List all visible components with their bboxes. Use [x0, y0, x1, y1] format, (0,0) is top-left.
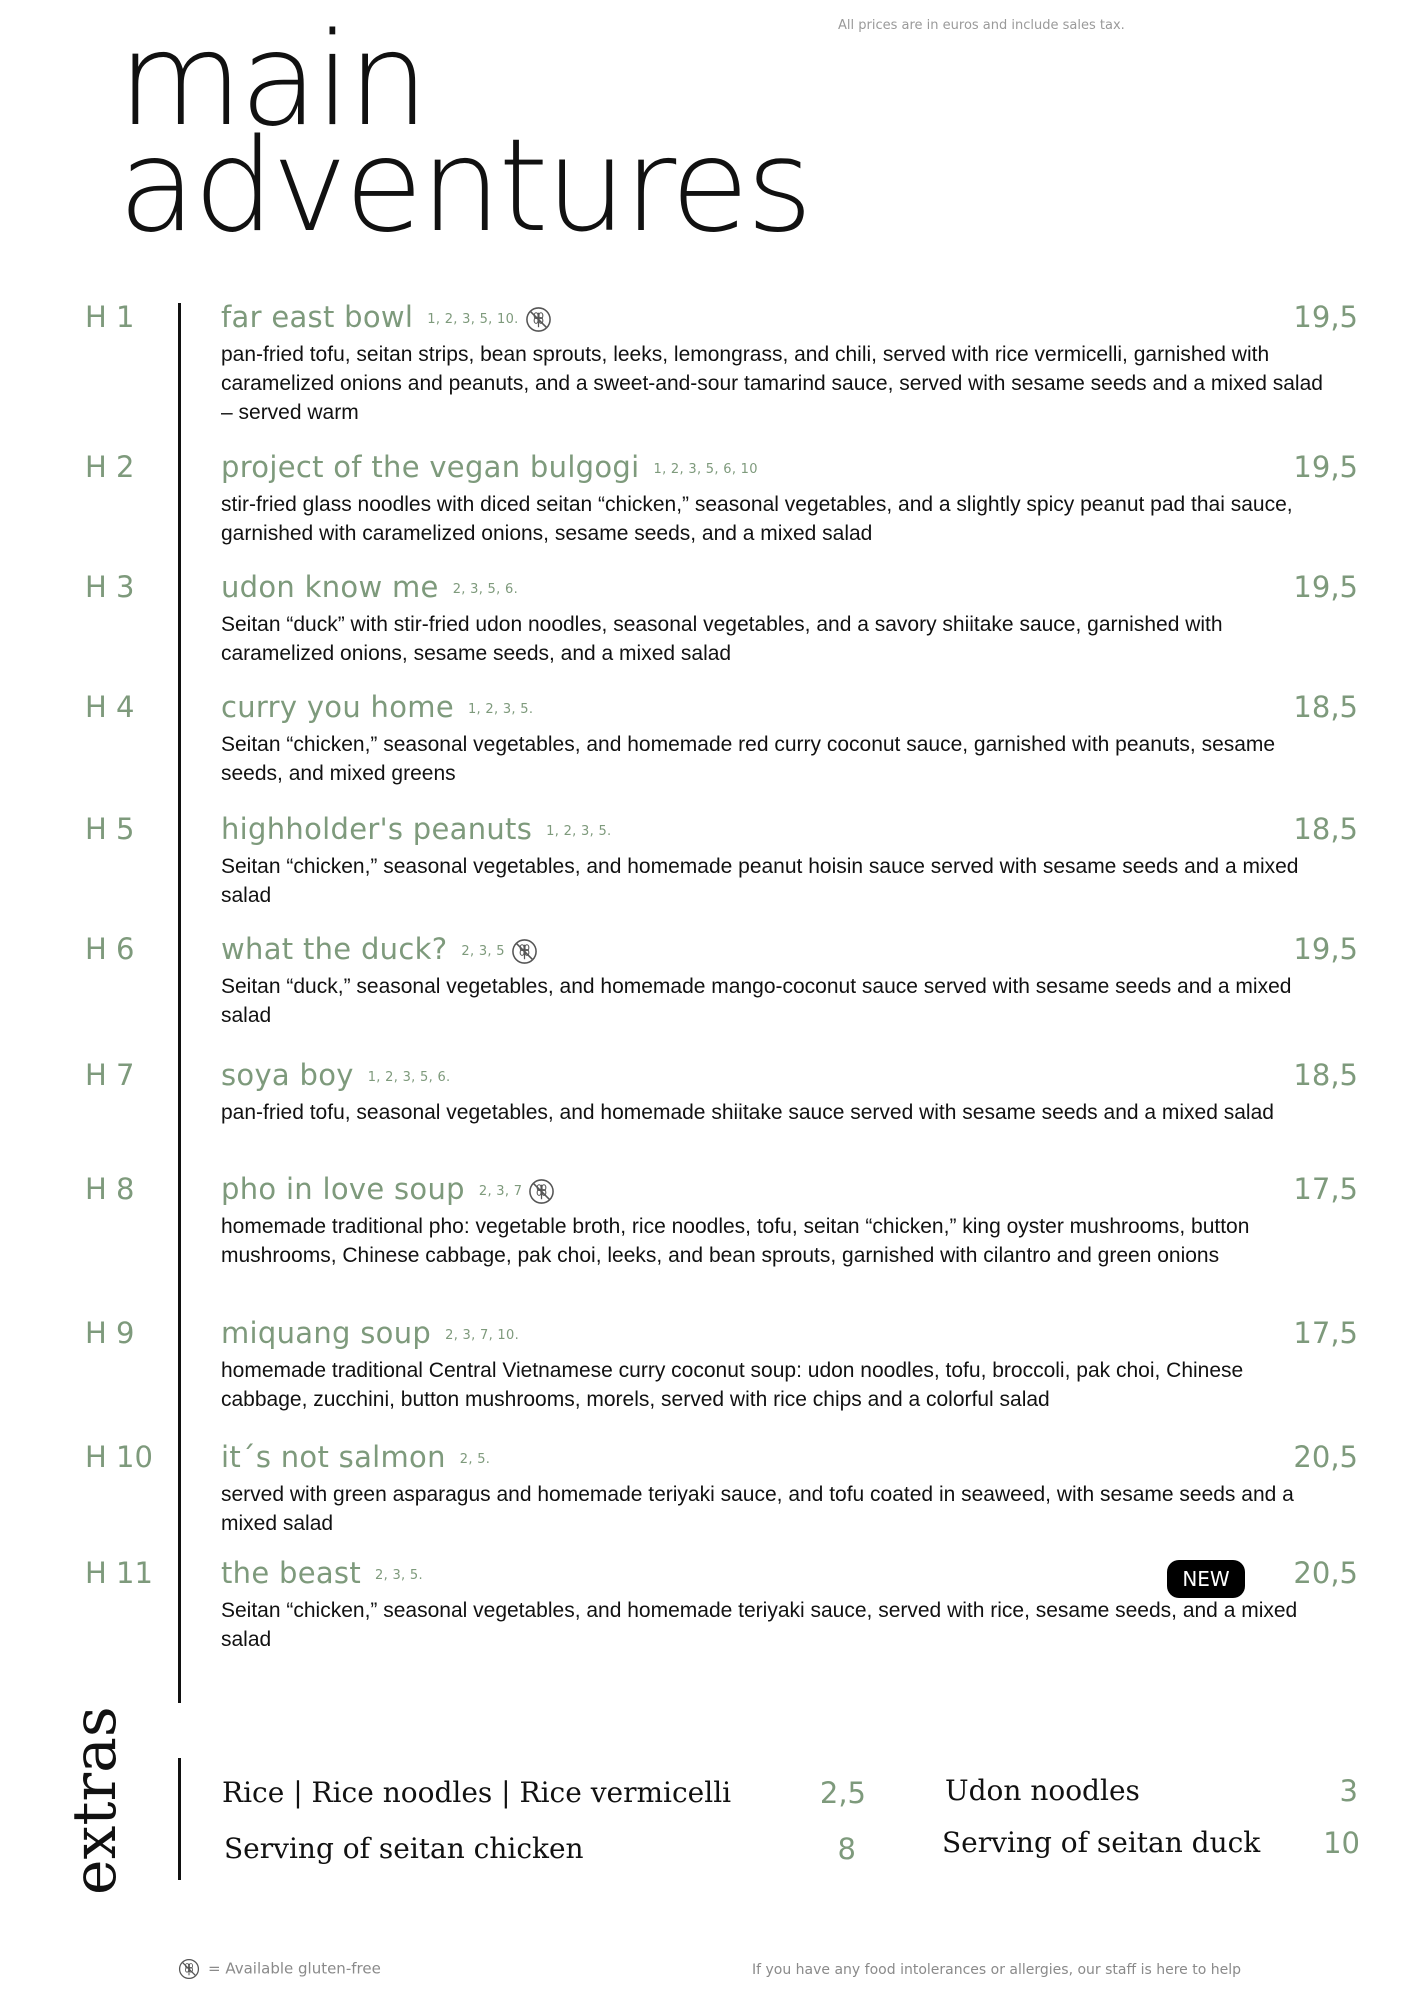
extra-item-price: 8 — [837, 1832, 856, 1866]
item-name-row — [221, 1058, 450, 1092]
legend-text: = Available gluten-free — [208, 1959, 381, 1978]
new-badge: NEW — [1167, 1560, 1245, 1598]
gluten-free-legend — [178, 1958, 381, 1980]
item-price: 19,5 — [1293, 300, 1358, 334]
item-code: H 2 — [85, 450, 135, 484]
menu-divider-line — [178, 303, 181, 1703]
item-allergens: 1, 2, 3, 5. — [546, 823, 612, 839]
item-name-row — [221, 812, 611, 846]
item-name: udon know me — [221, 570, 439, 604]
item-description: Seitan “chicken,” seasonal vegetables, and homemade red curry coconut sauce, garnished with peanuts, sesame seeds, and mixed greens — [221, 733, 1276, 785]
item-allergens: 2, 5. — [459, 1451, 491, 1467]
item-allergens: 1, 2, 3, 5, 10. — [427, 311, 519, 327]
item-description: Seitan “duck,” seasonal vegetables, and homemade mango-coconut sauce served with sesame seeds and a mixed salad — [221, 975, 1292, 1027]
item-allergens: 2, 3, 5. — [375, 1567, 423, 1583]
extras-heading: extras — [60, 1706, 130, 1895]
item-allergens: 1, 2, 3, 5, 6, 10 — [653, 461, 758, 477]
item-description: stir-fried glass noodles with diced seitan “chicken,” seasonal vegetables, and a slightly spicy peanut pad thai sauce, garnished with caramelized onions, sesame seeds, and a mixed salad — [221, 493, 1293, 545]
item-price: 19,5 — [1293, 570, 1358, 604]
item-code: H 3 — [85, 570, 135, 604]
page-title — [118, 6, 810, 261]
item-allergens: 2, 3, 5 — [461, 943, 505, 959]
item-name-row — [221, 300, 552, 334]
item-description: pan-fried tofu, seitan strips, bean sprouts, leeks, lemongrass, and chili, served with rice vermicelli, garnished with caramelized onions and peanuts, and a sweet-and-sour tamarind sauce, served with sesame seeds and a mixed salad – served warm — [221, 343, 1323, 424]
extra-item-name: Rice | Rice noodles | Rice vermicelli — [222, 1776, 732, 1809]
price-note: All prices are in euros and include sales tax. — [838, 18, 1125, 33]
item-name-row — [221, 1440, 490, 1474]
item-allergens: 2, 3, 7 — [478, 1183, 523, 1199]
item-description: Seitan “duck” with stir-fried udon noodles, seasonal vegetables, and a savory shiitake sauce, garnished with caramelized onions, sesame seeds, and a mixed salad — [221, 613, 1223, 665]
item-name-row — [221, 932, 538, 966]
item-description: Seitan “chicken,” seasonal vegetables, and homemade peanut hoisin sauce served with sesame seeds and a mixed salad — [221, 855, 1299, 907]
extra-item-price: 10 — [1323, 1826, 1360, 1860]
extra-item-name: Serving of seitan duck — [942, 1826, 1261, 1859]
item-allergens: 2, 3, 7, 10. — [445, 1327, 520, 1343]
item-code: H 11 — [85, 1556, 153, 1590]
extra-item-name: Udon noodles — [945, 1774, 1140, 1807]
item-price: 17,5 — [1293, 1172, 1358, 1206]
item-code: H 7 — [85, 1058, 135, 1092]
item-name-row — [221, 1172, 555, 1206]
item-name-row — [221, 570, 518, 604]
item-name-row — [221, 690, 533, 724]
item-price: 19,5 — [1293, 932, 1358, 966]
title-line-1: main — [118, 6, 426, 155]
item-name: what the duck? — [221, 932, 448, 966]
item-name-row — [221, 1316, 519, 1350]
item-description: homemade traditional Central Vietnamese curry coconut soup: udon noodles, tofu, broccoli, pak choi, Chinese cabbage, zucchini, button mushrooms, morels, served with rice chips and a colorful salad — [221, 1359, 1244, 1411]
item-code: H 10 — [85, 1440, 153, 1474]
item-name: the beast — [221, 1556, 362, 1590]
item-allergens: 1, 2, 3, 5, 6. — [367, 1069, 451, 1085]
item-allergens: 2, 3, 5, 6. — [452, 581, 518, 597]
item-name-row — [221, 450, 758, 484]
item-name: soya boy — [221, 1058, 354, 1092]
gluten-free-icon — [525, 306, 552, 333]
extra-item-name: Serving of seitan chicken — [224, 1832, 584, 1865]
extras-divider-line — [178, 1758, 181, 1880]
item-name: far east bowl — [221, 300, 414, 334]
item-price: 20,5 — [1293, 1440, 1358, 1474]
item-price: 18,5 — [1293, 690, 1358, 724]
item-code: H 8 — [85, 1172, 135, 1206]
item-description: homemade traditional pho: vegetable broth, rice noodles, tofu, seitan “chicken,” king oyster mushrooms, button mushrooms, Chinese cabbage, pak choi, leeks, and bean sprouts, garnished with cilantro and green onions — [221, 1215, 1250, 1267]
item-price: 19,5 — [1293, 450, 1358, 484]
gluten-free-icon — [528, 1178, 555, 1205]
item-description: Seitan “chicken,” seasonal vegetables, and homemade teriyaki sauce, served with rice, sesame seeds, and a mixed salad — [221, 1599, 1298, 1651]
item-price: 17,5 — [1293, 1316, 1358, 1350]
title-line-2: adventures — [118, 112, 810, 261]
item-allergens: 1, 2, 3, 5. — [467, 701, 534, 717]
item-price: 18,5 — [1293, 812, 1358, 846]
item-description: pan-fried tofu, seasonal vegetables, and homemade shiitake sauce served with sesame seeds and a mixed salad — [221, 1101, 1274, 1124]
gluten-free-icon — [511, 938, 538, 965]
item-code: H 1 — [85, 300, 135, 334]
item-name: curry you home — [221, 690, 454, 724]
item-name: pho in love soup — [221, 1172, 465, 1206]
item-code: H 4 — [85, 690, 135, 724]
item-name: project of the vegan bulgogi — [221, 450, 640, 484]
item-name: highholder's peanuts — [221, 812, 533, 846]
extra-item-price: 2,5 — [819, 1776, 866, 1810]
item-code: H 5 — [85, 812, 135, 846]
extra-item-price: 3 — [1339, 1774, 1358, 1808]
item-name-row — [221, 1556, 423, 1590]
allergy-note: If you have any food intolerances or allergies, our staff is here to help — [752, 1962, 1241, 1978]
item-price: 18,5 — [1293, 1058, 1358, 1092]
item-description: served with green asparagus and homemade teriyaki sauce, and tofu coated in seaweed, with sesame seeds and a mixed salad — [221, 1483, 1294, 1535]
item-name: miquang soup — [221, 1316, 432, 1350]
item-price: 20,5 — [1293, 1556, 1358, 1590]
item-code: H 6 — [85, 932, 135, 966]
item-code: H 9 — [85, 1316, 135, 1350]
item-name: it´s not salmon — [221, 1440, 446, 1474]
gluten-free-icon — [178, 1958, 200, 1980]
